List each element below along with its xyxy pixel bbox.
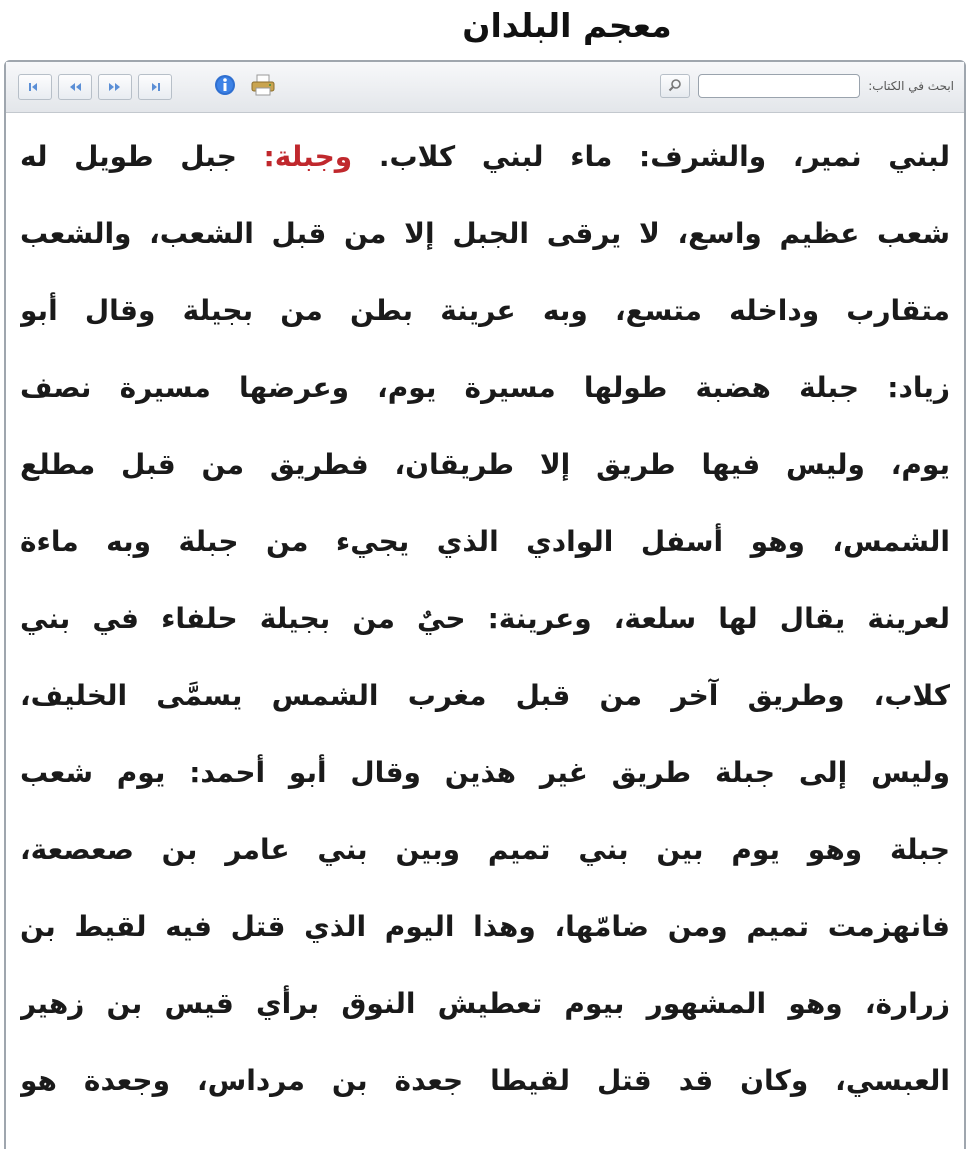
search-button[interactable]	[660, 74, 690, 98]
text-line: يوم، وليس فيها طريق إلا طريقان، فطريق من قبل مطلع	[20, 448, 950, 481]
text-line: زياد: جبلة هضبة طولها مسيرة يوم، وعرضها مسيرة نصف	[20, 371, 950, 404]
search-input[interactable]	[698, 74, 860, 98]
search-label: ابحث في الكتاب:	[868, 79, 954, 93]
next-page-button[interactable]	[98, 74, 132, 100]
search-icon	[668, 77, 682, 96]
text-line: وليس إلى جبلة طريق غير هذين وقال أبو أحمد: يوم شعب	[20, 756, 950, 789]
text-line	[20, 118, 950, 195]
text-line: زرارة، وهو المشهور بيوم تعطيش النوق برأي قيس بن زهير	[20, 987, 950, 1020]
last-page-icon	[147, 81, 163, 93]
previous-page-icon	[67, 81, 83, 93]
text-line: لعرينة يقال لها سلعة، وعرينة: حيٌ من بجيلة حلفاء في بني	[20, 602, 950, 635]
first-page-button[interactable]	[18, 74, 52, 100]
text-line: العبسي، وكان قد قتل لقيطا جعدة بن مرداس، وجعدة هو	[20, 1064, 950, 1097]
text-line: شعب عظيم واسع، لا يرقى الجبل إلا من قبل الشعب، والشعب	[20, 217, 950, 250]
last-page-button[interactable]	[138, 74, 172, 100]
book-viewer	[4, 60, 966, 1149]
text-line: فانهزمت تميم ومن ضامّها، وهذا اليوم الذي قتل فيه لقيط بن	[20, 910, 950, 943]
previous-page-button[interactable]	[58, 74, 92, 100]
search-area	[660, 74, 954, 98]
text-segment: جبل طويل له	[20, 140, 264, 173]
info-button[interactable]	[210, 72, 240, 102]
text-line: متقارب وداخله متسع، وبه عرينة بطن من بجيلة وقال أبو	[20, 294, 950, 327]
info-icon	[214, 74, 236, 100]
page-navigation	[18, 74, 172, 100]
toolbar	[6, 62, 964, 113]
first-page-icon	[27, 81, 43, 93]
text-line: الشمس، وهو أسفل الوادي الذي يجيء من جبلة وبه ماءة	[20, 525, 950, 558]
highlighted-entry: وجبلة:	[263, 140, 353, 173]
print-button[interactable]	[248, 72, 278, 102]
text-line: كلاب، وطريق آخر من قبل مغرب الشمس يسمَّى الخليف،	[20, 679, 950, 712]
text-line: جبلة وهو يوم بين بني تميم وبين بني عامر بن صعصعة،	[20, 833, 950, 866]
printer-icon	[250, 74, 276, 100]
tool-buttons	[210, 72, 278, 102]
text-segment: لبني نمير، والشرف: ماء لبني كلاب.	[352, 140, 950, 173]
book-text	[20, 118, 950, 1119]
book-title: معجم البلدان	[462, 6, 672, 45]
next-page-icon	[107, 81, 123, 93]
